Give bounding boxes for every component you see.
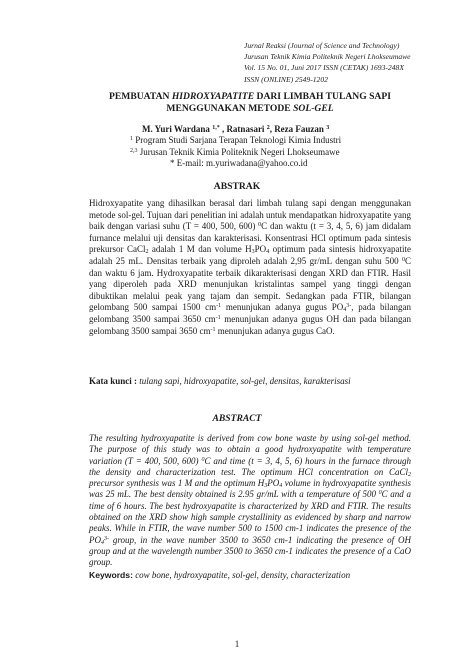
kata-kunci-terms: tulang sapi, hidroxyapatite, sol-gel, densitas, karakterisasi [137, 376, 351, 386]
title-line-1: PEMBUATAN HIDROXYAPATITE DARI LIMBAH TULANG SAPI [109, 91, 391, 102]
journal-name: Jurnal Reaksi (Journal of Science and Technology) [244, 41, 400, 50]
page-number: 1 [234, 639, 240, 649]
abstract-paragraph: The resulting hydroxyapatite is derived from cow bone waste by using sol-gel method. The purpose of this study was to obtain a good hydroxyapatite with temperature variation (T = 400, 500, 600) $^0$C and time (t = 3, 4, 5, 6) hours in the furnace through the density and characterization test. The optimum HCl concentration on CaCl$_2$ precursor synthesis was 1 M and the optimum $H_3PO_4$ volume in hydroxyapatite synthesis was 25 mL. The best density obtained is 2.95 gr/mL with a temperature of 500 $^0$C and a time of 6 hours. The best hydroxyapatite is characterized by XRD and FTIR. The results obtained on the XRD show high sample crystallinity as evidenced by sharp and narrow peaks. While in FTIR, the wave number 500 to 1500 cm-1 indicates the presence of the $PO_4^{3-}$ group, in the wave number 3500 to 3650 cm-1 indicating the presence of OH group and at the wavelength number 3500 to 3650 cm-1 indicates the presence of a CaO group. [89, 433, 411, 568]
affiliation-2: $^{2,3}$ Jurusan Teknik Kimia Politeknik Negeri Lhokseumawe [130, 146, 340, 157]
paper-title [80, 91, 420, 116]
journal-online-issn: ISSN (ONLINE) 2549-1202 [244, 74, 328, 84]
abstrak-paragraph: Hidroxyapatite yang dihasilkan berasal dari limbah tulang sapi dengan menggunakan metode sol-gel. Tujuan dari penelitian ini adalah untuk mendapatkan hidroxyapatite yang baik dengan variasi suhu (T = 400, 500, 600) $^0$C dan waktu (t = 3, 4, 5, 6) jam didalam furnance melalui uji densitas dan karakterisasi. Konsentrasi HCl optimum pada sintesis prekursor CaCl$_2$ adalah 1 M dan volume $H_3PO_4$ optimum pada sintesis hidroxyapatite adalah 25 mL. Densitas terbaik yang diproleh adalah 2,95 gr/mL dengan suhu 500 $^0$C dan waktu 6 jam. Hydroxyapatite terbaik dikarakterisasi dengan XRD dan FTIR. Hasil yang diperoleh pada XRD menunjukan kristalintas sampel yang tinggi dengan dibuktikan melalui peak yang tajam dan sempit. Sedangkan pada FTIR, bilangan gelombang 500 sampai 1500 $cm^{-1}$ menunjukan adanya gugus $PO_4^{3-}$, pada bilangan gelombang 3500 sampai 3650 $cm^{-1}$ menunjukan adanya gugus OH dan pada bilangan gelombang 3500 sampai 3650 $cm^{-1}$ menunjukan adanya gugus CaO. [89, 198, 412, 336]
abstract-heading: ABSTRACT [212, 413, 262, 424]
affiliation-1: $^1$ Program Studi Sarjana Terapan Teknologi Kimia Industri [130, 135, 342, 146]
keywords-terms: cow bone, hydroxyapatite, sol-gel, density, characterization [132, 570, 351, 580]
kata-kunci [89, 376, 411, 387]
author-email: * E-mail: m.yuriwadana@yahoo.co.id [170, 157, 308, 168]
keywords [89, 570, 411, 581]
title-line-2: MENGGUNAKAN METODE SOL-GEL [166, 103, 334, 115]
author-names: M. Yuri Wardana $^{1,*}$ , Ratnasari $^2$, Reza Fauzan $^3$ [142, 124, 330, 134]
journal-header [244, 40, 444, 85]
keywords-label: Keywords: [89, 570, 133, 580]
journal-volume-issn: Vol. 15 No. 01, Juni 2017 ISSN (CETAK) 1693-248X [244, 63, 404, 73]
abstrak-heading: ABSTRAK [213, 181, 261, 192]
journal-department: Jurusan Teknik Kimia Politeknik Negeri Lhokseumawe [244, 52, 411, 62]
author-block [130, 124, 370, 169]
kata-kunci-label: Kata kunci : [89, 376, 138, 386]
